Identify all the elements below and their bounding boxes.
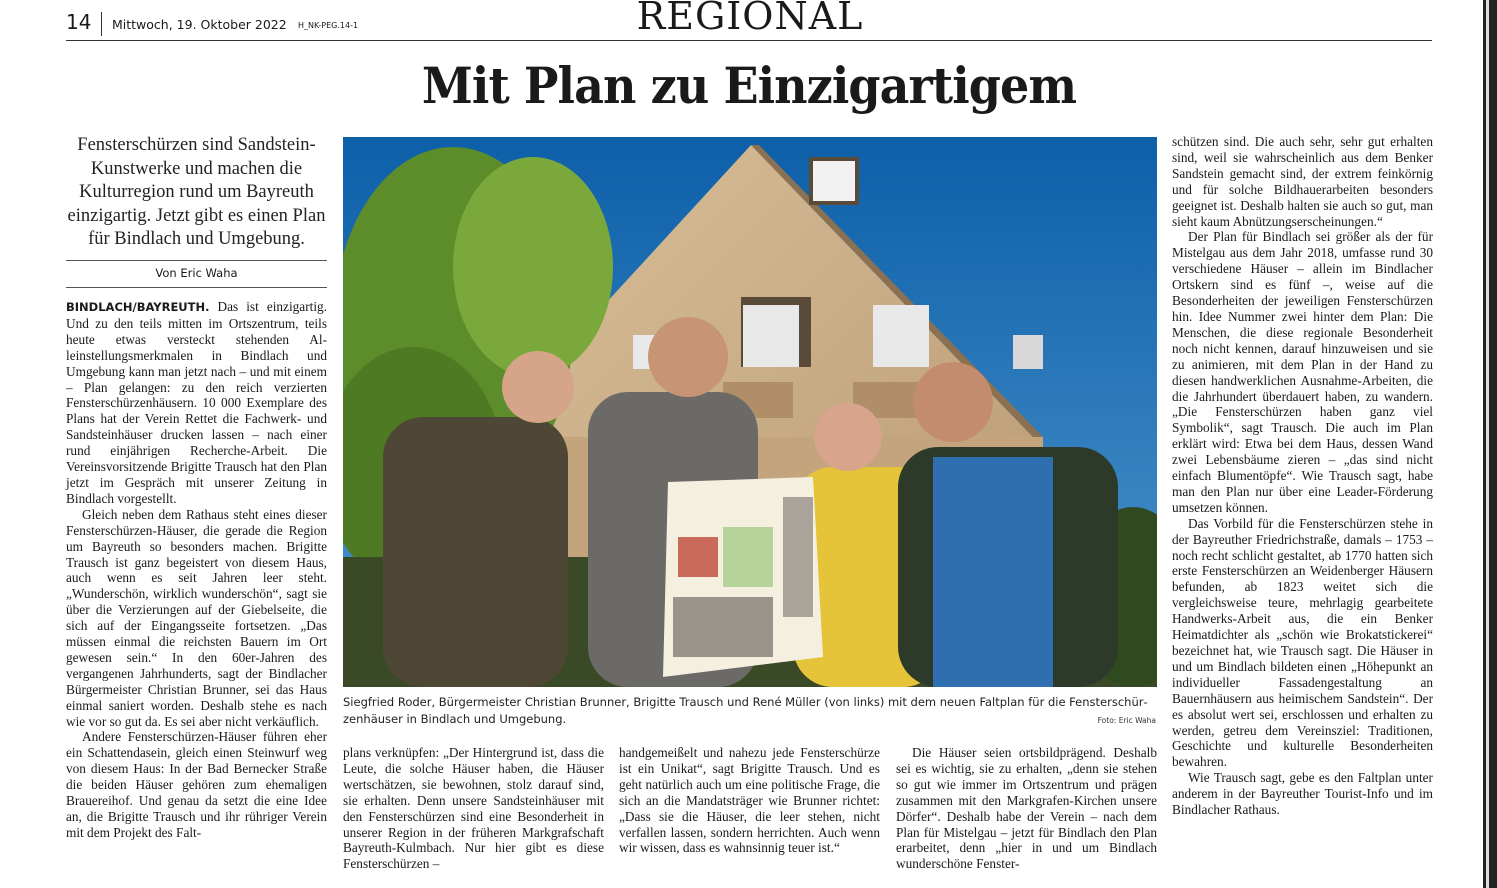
page-code: H_NK-PEG.14-1	[298, 21, 359, 30]
paragraph: Wie Trausch sagt, gebe es den Faltplan unter anderem in der Bayreuther Tourist-Info und im Bindlacher Rathaus.	[1172, 770, 1433, 818]
paragraph: Gleich neben dem Rathaus steht eines dieser Fensterschürzen-Häuser, die gerade die Region um Bayreuth so besonders machen. Brigitte Trausch ist ganz begeistert von diesem Haus, auch wenn es seit Jahren leer steht. „Wunderschön, wirklich wunderschön“, sagt sie über die Verzierungen auf der Giebelseite, die sich auf der Eingangsseite fortsetzen. „Das müssen einmal die reichsten Bauern im Ort gewesen sein.“ In den 60er-Jahren des vergangenen Jahrhunderts, sagt der Bindlacher Bürgermeister Christian Brunner, sei das Haus einmal saniert worden. Deshalb stehe es nach wie vor so gut da. Es sei aber nicht verkäuflich.	[66, 506, 327, 729]
section-title: REGIONAL	[636, 0, 864, 38]
article-teaser: Fensterschürzen sind Sandstein-Kunstwerke und machen die Kulturregion rund um Bayreuth einzigartig. Jetzt gibt es einen Plan für Bindlach und Umgebung.	[67, 135, 326, 249]
paragraph-text: Das ist einzigartig. Und zu den teils mitten im Ortszentrum, teils heute etwas versteckt stehenden Alleinstellungsmerkmalen in Bindlach und Umgebung kann man jetzt nach – und mit einem – Plan gelangen: zu den reich verzierten Fensterschürzenhäusern. 10 000 Exemplare des Plans hat der Verein Rettet die Fachwerk- und Sandsteinhäuser drucken lassen – nach einer rund einjährigen Recherche-Arbeit. Die Vereinsvorsitzende Brigitte Trausch hat den Plan jetzt im Gespräch mit unserer Zeitung in Bindlach vorgestellt.	[66, 299, 327, 506]
article-column-4	[896, 745, 1157, 872]
dateline: BINDLACH/BAYREUTH.	[66, 300, 210, 314]
article-column-5	[1172, 134, 1433, 818]
article-column-3	[619, 745, 880, 856]
paragraph: Der Plan für Bindlach sei größer als der für Mistelgau aus dem Jahr 2018, umfasse rund 30 verschiedene Häuser – allein im Bindlacher Ortskern sind es fünf –, weise auf die Besonderheiten der jeweiligen Fensterschürzen hin. Idee Nummer zwei hinter dem Plan: Die Menschen, die diese regionale Besonderheit noch nicht kennen, darauf hinzuweisen und sie zu animieren, mit dem Plan in der Hand zu diesen handwerklichen Ausnahme-Arbeiten, die die Jahrhundert überdauert haben, zu wandern. „Die Fensterschürzen haben ganz viel Symbolik“, sagt Trausch. Die auch im Plan erklärt wird: Etwa bei dem Haus, dessen Wand zwei Lebensbäume zieren – „das sind nicht einfach Blumentöpfe“. Wie Trausch sagt, habe man den Plan nur über eine Leader-Förderung umsetzen können.	[1172, 229, 1433, 515]
paragraph: Das Vorbild für die Fensterschürzen stehe in der Bayreuther Friedrichstraße, damals – 1753 – noch recht schlicht gestaltet, ab 1770 hatten sich erste Fensterschürzen an Weidenberger Häusern befunden, ab 1823 weitet sich die vergleichsweise teure, mehrlagig gearbeitete Handwerks-Arbeit aus, die ein Benker Heimatdichter als „schön wie Brokatstickerei“ bezeichnet hat, wie Trausch sagt. Die Häuser in und um Bindlach bildeten einen „Höhepunkt an individueller Fassadengestaltung an Bauernhäusern aus heimischem Sandstein“. Der es absolut wert sei, erschlossen und erhalten zu werden, getreu dem Vereinsziel: Traditionen, Geschichte und kulturelle Besonderheiten bewahren.	[1172, 515, 1433, 770]
byline-rule-bottom	[66, 287, 327, 288]
paragraph: schützen sind. Die auch sehr, sehr gut erhalten sind, weil sie wahrscheinlich aus dem Benker Sandstein gemacht sind, der extrem feinkörnig und für solche Bildhauerarbeiten besonders geeignet ist. Deshalb halten sie auch so gut, man sieht kaum Abnützungserscheinungen.“	[1172, 134, 1433, 229]
paragraph: Die Häuser seien ortsbildprägend. Deshalb sei es wichtig, sie zu erhalten, „denn sie stehen so gut wie immer im Ortszentrum und prägen zusammen mit den Markgrafen-Kirchen unsere Dörfer“. Deshalb habe der Verein – nach dem Plan für Mistelgau – jetzt für Bindlach den Plan erarbeitet, denn „hier in und um Bindlach wunderschöne Fenster-	[896, 745, 1157, 872]
photo-credit: Foto: Eric Waha	[1097, 716, 1156, 725]
article-column-1	[66, 299, 327, 841]
issue-date: Mittwoch, 19. Oktober 2022	[112, 17, 287, 32]
header-rule	[66, 40, 1432, 41]
paragraph: handgemeißelt und nahezu jede Fensterschürze ist ein Unikat“, sagt Brigitte Trausch. Und es geht natürlich auch um eine politische Frage, die sich an die Mandatsträger wie Brunner richtet: „Dass sie die Häuser, die leer stehen, nicht verfallen lassen, sondern herrichten. Auch wenn wir wissen, dass es wahnsinnig teuer ist.“	[619, 745, 880, 856]
scrollbar-track	[1486, 0, 1489, 888]
article-column-2	[343, 745, 604, 872]
paragraph	[66, 299, 327, 507]
paragraph: Andere Fensterschürzen-Häuser führen eher ein Schattendasein, gleich einen Steinwurf weg von diesem Haus: In der Bad Bernecker Straße die beiden Häuser gehören zum ehemaligen Brauereihof. Und genau da setzt die eine Idee an, die Brigitte Trausch und ihr rühriger Verein mit dem Projekt des Falt-	[66, 729, 327, 840]
paragraph: plans verknüpfen: „Der Hintergrund ist, dass die Leute, die solche Häuser haben, die Häuser wertschätzen, sie bewohnen, stolz darauf sind, sie erhalten. Denn unsere Sandsteinhäuser mit den Fensterschürzen sind eine Besonderheit in unserer Region in der früheren Markgrafschaft Bayreuth-Kulmbach. Nur hier gibt es diese Fensterschürzen –	[343, 745, 604, 872]
byline: Von Eric Waha	[155, 266, 238, 280]
photo-caption: Siegfried Roder, Bürgermeister Christian Brunner, Brigitte Trausch und René Müller (von links) mit dem neuen Faltplan für die Fensterschürzenhäuser in Bindlach und Umgebung.	[343, 695, 1148, 726]
byline-rule-top	[66, 260, 327, 261]
article-headline: Mit Plan zu Einzigartigem	[421, 56, 1077, 115]
article-photo	[343, 137, 1157, 687]
header-divider	[101, 12, 102, 36]
page-number: 14	[66, 10, 92, 34]
